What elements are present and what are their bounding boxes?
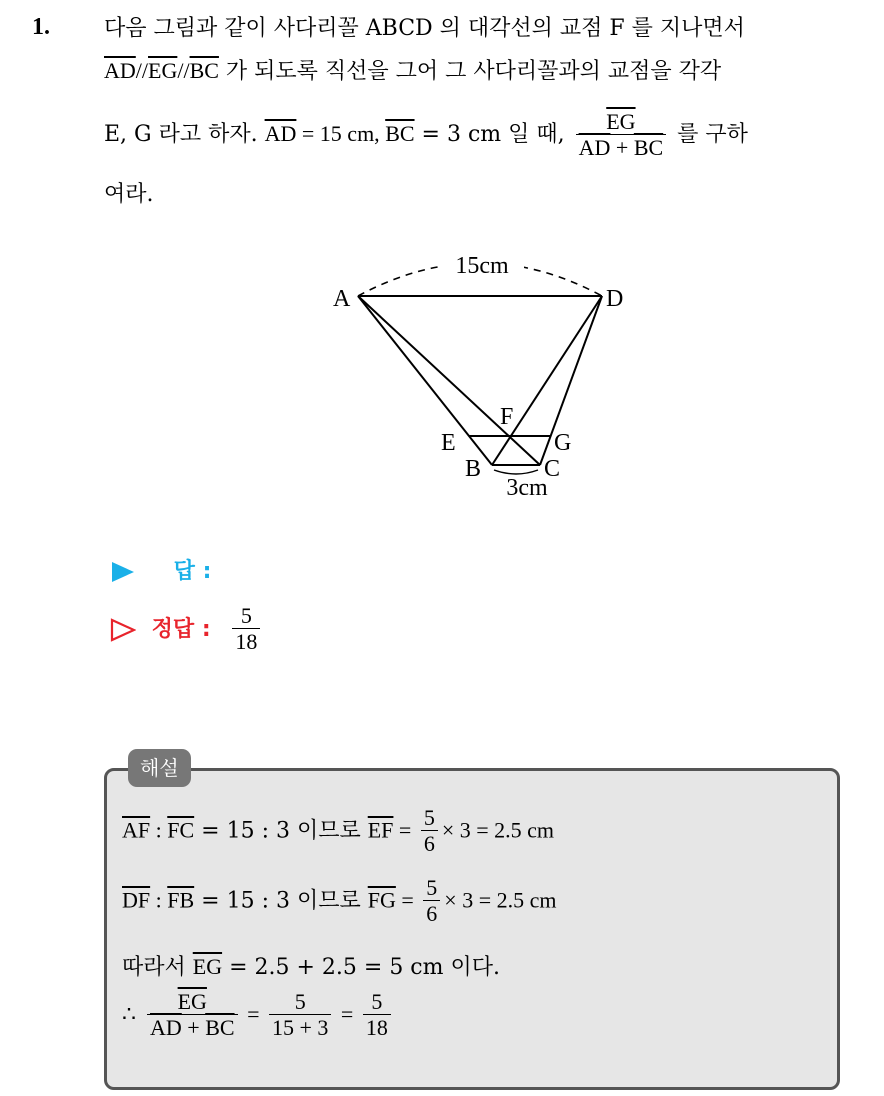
fraction-numerator: $\overline{EG}$ xyxy=(606,108,636,134)
segment-eg: $\overline{EG}$ xyxy=(192,954,223,979)
solution-line-4 xyxy=(122,990,395,1041)
question-text-3c: = 3 cm 일 때, xyxy=(414,122,572,147)
label-c: C xyxy=(544,456,561,482)
question-text-1: 다음 그림과 같이 사다리꼴 ABCD 의 대각선의 교점 F 를 지나면서 xyxy=(104,16,745,41)
equals-sign: = xyxy=(241,1001,265,1027)
question-text-3b: = 15 cm, xyxy=(296,121,386,146)
denominator: 6 xyxy=(423,900,440,927)
label-3cm: 3cm xyxy=(506,475,548,501)
solution-text: = 15 : 3 이므로 xyxy=(194,888,368,914)
diagonal-db xyxy=(492,296,602,465)
segment-ad: $\overline{AD}$ xyxy=(264,121,297,146)
answer-numerator: 5 xyxy=(240,603,252,628)
solution-text: × 3 = 2.5 cm xyxy=(441,817,555,843)
answer-label: 답 : xyxy=(173,559,212,584)
solution-text: = 2.5 + 2.5 = 5 cm 이다. xyxy=(222,955,500,980)
segment-fg: $\overline{FG}$ xyxy=(367,887,396,913)
label-15cm: 15cm xyxy=(455,253,509,279)
arc-3cm xyxy=(494,470,538,474)
fraction xyxy=(147,990,238,1041)
segment-fc: $\overline{FC}$ xyxy=(167,817,195,843)
numerator: 5 xyxy=(426,875,438,900)
segment-df: $\overline{DF}$ xyxy=(122,887,151,913)
numerator: 5 xyxy=(423,805,435,830)
solution-text: 따라서 xyxy=(122,955,193,980)
segment-fb: $\overline{FB}$ xyxy=(167,887,195,913)
fraction xyxy=(363,990,391,1041)
solution-line-1 xyxy=(122,806,554,857)
ratio-colon: : xyxy=(150,887,168,913)
answer-row xyxy=(110,554,211,585)
equals-sign: = xyxy=(335,1001,359,1027)
numerator: 5 xyxy=(294,989,306,1014)
label-g: G xyxy=(554,430,572,456)
label-b: B xyxy=(465,456,482,482)
solution-line-2 xyxy=(122,876,556,927)
question-text-2: 가 되도록 직선을 그어 그 사다리꼴과의 교점을 각각 xyxy=(218,59,722,84)
answer-arrow-icon xyxy=(110,560,136,584)
den-plus: + xyxy=(181,1015,206,1040)
fraction xyxy=(423,876,440,927)
question-text-3a: E, G 라고 하자. xyxy=(104,122,265,147)
fraction xyxy=(421,806,438,857)
question-text-3d: 를 구하 xyxy=(670,122,748,147)
fraction-den-bc: $\overline{BC}$ xyxy=(633,134,664,160)
correct-answer-fraction xyxy=(232,604,260,655)
label-a: A xyxy=(333,286,351,312)
hollow-arrow-icon xyxy=(110,618,136,642)
answer-denominator: 18 xyxy=(232,628,260,655)
den-bc: $\overline{BC}$ xyxy=(205,1015,235,1040)
label-e: E xyxy=(441,430,456,456)
denominator: 15 + 3 xyxy=(269,1014,331,1041)
numerator: $\overline{EG}$ xyxy=(177,989,207,1014)
side-ab xyxy=(358,296,492,465)
question-number: 1. xyxy=(32,14,50,40)
correct-answer-label: 정답 : xyxy=(151,616,211,642)
parallel-sign: // xyxy=(135,58,149,83)
segment-af: $\overline{AF}$ xyxy=(122,817,151,843)
correct-answer-row xyxy=(110,604,264,655)
segment-bc: $\overline{BC}$ xyxy=(385,121,415,146)
trapezoid-figure xyxy=(0,0,884,520)
label-d: D xyxy=(606,286,624,312)
label-f: F xyxy=(500,404,514,430)
segment-ef: $\overline{EF}$ xyxy=(367,817,394,843)
solution-tag: 해설 xyxy=(128,749,191,787)
fraction-den-ad: $\overline{AD}$ xyxy=(578,134,611,160)
denominator: 6 xyxy=(421,830,438,857)
fraction-den-plus: + xyxy=(610,134,634,160)
segment-ad: $\overline{AD}$ xyxy=(104,58,136,83)
solution-text: × 3 = 2.5 cm xyxy=(444,887,557,913)
therefore-symbol: ∴ xyxy=(122,1001,136,1027)
parallel-sign: // xyxy=(177,58,190,83)
denominator: 18 xyxy=(363,1014,391,1041)
solution-line-3 xyxy=(122,950,500,981)
numerator: 5 xyxy=(371,989,383,1014)
den-ad: $\overline{AD}$ xyxy=(150,1015,182,1040)
fraction xyxy=(269,990,331,1041)
solution-text: = 15 : 3 이므로 xyxy=(194,818,368,844)
equals-sign: = xyxy=(395,887,420,913)
ratio-colon: : xyxy=(150,817,168,843)
question-text-4: 여라. xyxy=(104,182,154,207)
segment-bc: $\overline{BC}$ xyxy=(189,58,219,83)
equals-sign: = xyxy=(393,817,417,843)
segment-eg: $\overline{EG}$ xyxy=(148,58,178,83)
